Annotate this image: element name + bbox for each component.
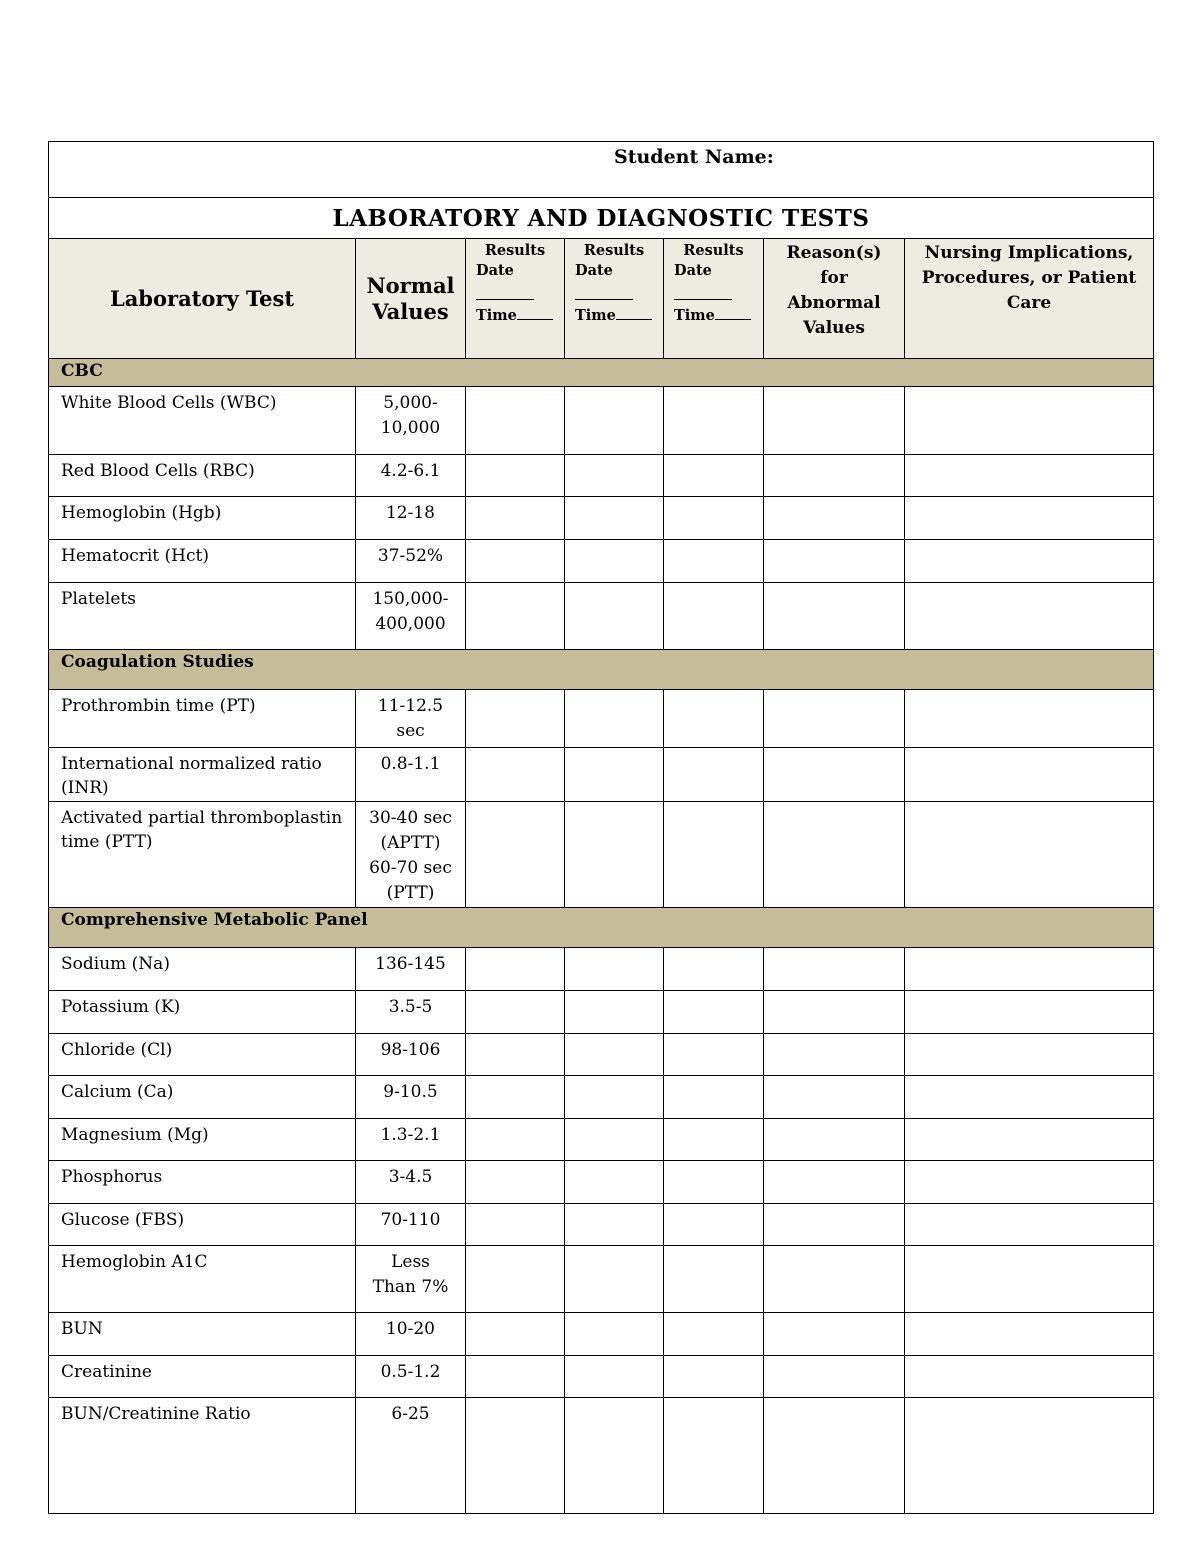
- result-2-cell[interactable]: [565, 497, 664, 540]
- result-3-cell[interactable]: [664, 1076, 764, 1119]
- table-row: [49, 1204, 1154, 1246]
- lab-test-name: Glucose (FBS): [49, 1204, 356, 1246]
- lab-test-name: Potassium (K): [49, 991, 356, 1034]
- table-row: [49, 540, 1154, 583]
- result-3-cell[interactable]: [664, 1246, 764, 1313]
- normal-value-line: 4.2-6.1: [380, 461, 441, 481]
- reason-cell[interactable]: [764, 1398, 905, 1514]
- col-header-lab-test: Laboratory Test: [49, 239, 356, 359]
- normal-value: [356, 748, 466, 802]
- result-3-cell[interactable]: [664, 1034, 764, 1076]
- lab-test-name: Chloride (Cl): [49, 1034, 356, 1076]
- nursing-cell[interactable]: [905, 1119, 1154, 1161]
- normal-value-line: 1.3-2.1: [380, 1125, 441, 1145]
- normal-value-line: 11-12.5: [377, 696, 444, 716]
- normal-value-line: 37-52%: [377, 546, 444, 566]
- col-header-results-1: Results Date Time: [466, 239, 565, 359]
- result-2-cell[interactable]: [565, 1034, 664, 1076]
- reason-cell[interactable]: [764, 1356, 905, 1398]
- result-2-cell[interactable]: [565, 748, 664, 802]
- result-3-cell[interactable]: [664, 540, 764, 583]
- table-row: [49, 948, 1154, 991]
- reason-cell[interactable]: [764, 455, 905, 497]
- normal-value-line: Than 7%: [372, 1277, 449, 1297]
- result-2-cell[interactable]: [565, 802, 664, 908]
- reason-cell[interactable]: [764, 690, 905, 748]
- reason-cell[interactable]: [764, 991, 905, 1034]
- reason-cell[interactable]: [764, 1313, 905, 1356]
- result-2-cell[interactable]: [565, 583, 664, 650]
- result-1-cell[interactable]: [466, 455, 565, 497]
- lab-test-name: Creatinine: [49, 1356, 356, 1398]
- result-2-cell[interactable]: [565, 387, 664, 455]
- student-name-label: Student Name:: [614, 146, 774, 168]
- normal-value-line: Less: [391, 1252, 430, 1272]
- normal-value: [356, 1313, 466, 1356]
- nursing-cell[interactable]: [905, 583, 1154, 650]
- reason-cell[interactable]: [764, 1034, 905, 1076]
- result-1-cell[interactable]: [466, 802, 565, 908]
- normal-value: [356, 1034, 466, 1076]
- section-title: CBC: [49, 359, 1154, 387]
- nursing-cell[interactable]: [905, 1398, 1154, 1514]
- result-1-cell[interactable]: [466, 1119, 565, 1161]
- result-1-cell[interactable]: [466, 583, 565, 650]
- result-1-cell[interactable]: [466, 1246, 565, 1313]
- normal-value-line: 12-18: [385, 503, 435, 523]
- normal-value-line: 60-70 sec: [369, 858, 452, 878]
- section-header-cmp: [49, 908, 1154, 948]
- result-2-cell[interactable]: [565, 1246, 664, 1313]
- lab-test-name: Sodium (Na): [49, 948, 356, 991]
- lab-test-name: Hematocrit (Hct): [49, 540, 356, 583]
- reason-cell[interactable]: [764, 540, 905, 583]
- table-row: [49, 1398, 1154, 1514]
- normal-value: [356, 497, 466, 540]
- lab-test-name: Magnesium (Mg): [49, 1119, 356, 1161]
- reason-cell[interactable]: [764, 1246, 905, 1313]
- result-2-cell[interactable]: [565, 1313, 664, 1356]
- result-3-cell[interactable]: [664, 1204, 764, 1246]
- result-3-cell[interactable]: [664, 948, 764, 991]
- col-header-reason: Reason(s) for Abnormal Values: [764, 239, 905, 359]
- normal-value-line: 0.5-1.2: [380, 1362, 441, 1382]
- table-row: [49, 387, 1154, 455]
- nursing-cell[interactable]: [905, 1076, 1154, 1119]
- result-3-cell[interactable]: [664, 497, 764, 540]
- normal-value: [356, 455, 466, 497]
- normal-value: [356, 583, 466, 650]
- nursing-cell[interactable]: [905, 540, 1154, 583]
- result-2-cell[interactable]: [565, 1161, 664, 1204]
- result-2-cell[interactable]: [565, 690, 664, 748]
- section-header-coag: [49, 650, 1154, 690]
- reason-cell[interactable]: [764, 1161, 905, 1204]
- table-row: [49, 1119, 1154, 1161]
- normal-value: [356, 1398, 466, 1514]
- normal-value: [356, 690, 466, 748]
- normal-value: [356, 1161, 466, 1204]
- nursing-cell[interactable]: [905, 748, 1154, 802]
- nursing-cell[interactable]: [905, 1313, 1154, 1356]
- lab-test-name: Activated partial thromboplastin time (PTT): [49, 802, 356, 908]
- normal-value-line: 3.5-5: [388, 997, 433, 1017]
- result-3-cell[interactable]: [664, 1356, 764, 1398]
- normal-value-line: 400,000: [375, 614, 446, 634]
- nursing-cell[interactable]: [905, 1034, 1154, 1076]
- result-1-cell[interactable]: [466, 748, 565, 802]
- normal-value-line: 5,000-: [383, 393, 438, 413]
- normal-value: [356, 1076, 466, 1119]
- normal-value-line: 0.8-1.1: [380, 754, 441, 774]
- result-1-cell[interactable]: [466, 1161, 565, 1204]
- table-row: [49, 1034, 1154, 1076]
- nursing-cell[interactable]: [905, 690, 1154, 748]
- result-1-cell[interactable]: [466, 690, 565, 748]
- table-row: [49, 748, 1154, 802]
- table-row: [49, 1076, 1154, 1119]
- section-header-cbc: [49, 359, 1154, 387]
- result-1-cell[interactable]: [466, 1076, 565, 1119]
- normal-value-line: 3-4.5: [388, 1167, 433, 1187]
- normal-value: [356, 991, 466, 1034]
- result-2-cell[interactable]: [565, 1204, 664, 1246]
- normal-value-line: 30-40 sec: [369, 808, 452, 828]
- normal-value-line: 10,000: [380, 418, 441, 438]
- normal-value-line: 98-106: [380, 1040, 441, 1060]
- result-2-cell[interactable]: [565, 991, 664, 1034]
- reason-cell[interactable]: [764, 1076, 905, 1119]
- result-2-cell[interactable]: [565, 1356, 664, 1398]
- table-row: [49, 1356, 1154, 1398]
- result-2-cell[interactable]: [565, 1398, 664, 1514]
- nursing-cell[interactable]: [905, 387, 1154, 455]
- reason-cell[interactable]: [764, 583, 905, 650]
- normal-value: [356, 802, 466, 908]
- normal-value: [356, 1204, 466, 1246]
- nursing-cell[interactable]: [905, 991, 1154, 1034]
- normal-value-line: 150,000-: [372, 589, 449, 609]
- result-1-cell[interactable]: [466, 948, 565, 991]
- result-3-cell[interactable]: [664, 802, 764, 908]
- lab-test-name: Phosphorus: [49, 1161, 356, 1204]
- nursing-cell[interactable]: [905, 455, 1154, 497]
- normal-value-line: (PTT): [386, 883, 435, 903]
- normal-value: [356, 1356, 466, 1398]
- result-1-cell[interactable]: [466, 387, 565, 455]
- table-row: [49, 802, 1154, 908]
- normal-value-line: (APTT): [380, 833, 441, 853]
- normal-value-line: 9-10.5: [383, 1082, 438, 1102]
- result-1-cell[interactable]: [466, 540, 565, 583]
- nursing-cell[interactable]: [905, 1356, 1154, 1398]
- lab-test-name: Prothrombin time (PT): [49, 690, 356, 748]
- nursing-cell[interactable]: [905, 948, 1154, 991]
- table-row: [49, 497, 1154, 540]
- result-3-cell[interactable]: [664, 455, 764, 497]
- student-name-cell[interactable]: [49, 142, 1154, 198]
- reason-cell[interactable]: [764, 802, 905, 908]
- normal-value-line: 10-20: [385, 1319, 435, 1339]
- result-3-cell[interactable]: [664, 991, 764, 1034]
- lab-test-name: White Blood Cells (WBC): [49, 387, 356, 455]
- lab-test-name: Hemoglobin (Hgb): [49, 497, 356, 540]
- normal-value: [356, 1246, 466, 1313]
- nursing-cell[interactable]: [905, 1246, 1154, 1313]
- result-1-cell[interactable]: [466, 1204, 565, 1246]
- result-3-cell[interactable]: [664, 690, 764, 748]
- nursing-cell[interactable]: [905, 1204, 1154, 1246]
- lab-test-name: International normalized ratio (INR): [49, 748, 356, 802]
- table-row: [49, 583, 1154, 650]
- result-3-cell[interactable]: [664, 583, 764, 650]
- reason-cell[interactable]: [764, 497, 905, 540]
- result-3-cell[interactable]: [664, 1119, 764, 1161]
- result-1-cell[interactable]: [466, 1034, 565, 1076]
- col-header-normal-values: Normal Values: [356, 239, 466, 359]
- section-title: Comprehensive Metabolic Panel: [49, 908, 1154, 948]
- result-2-cell[interactable]: [565, 455, 664, 497]
- lab-test-name: Red Blood Cells (RBC): [49, 455, 356, 497]
- reason-cell[interactable]: [764, 748, 905, 802]
- normal-value-line: 70-110: [380, 1210, 441, 1230]
- nursing-cell[interactable]: [905, 1161, 1154, 1204]
- table-row: [49, 1246, 1154, 1313]
- result-3-cell[interactable]: [664, 1398, 764, 1514]
- nursing-cell[interactable]: [905, 497, 1154, 540]
- col-header-results-2: Results Date Time: [565, 239, 664, 359]
- page-title: LABORATORY AND DIAGNOSTIC TESTS: [49, 198, 1154, 239]
- result-3-cell[interactable]: [664, 387, 764, 455]
- result-1-cell[interactable]: [466, 1398, 565, 1514]
- table-row: [49, 1313, 1154, 1356]
- normal-value-line: sec: [396, 721, 425, 741]
- lab-test-name: Calcium (Ca): [49, 1076, 356, 1119]
- result-3-cell[interactable]: [664, 1161, 764, 1204]
- section-title: Coagulation Studies: [49, 650, 1154, 690]
- lab-test-name: BUN: [49, 1313, 356, 1356]
- nursing-cell[interactable]: [905, 802, 1154, 908]
- lab-test-name: Platelets: [49, 583, 356, 650]
- table-row: [49, 455, 1154, 497]
- lab-test-name: Hemoglobin A1C: [49, 1246, 356, 1313]
- table-row: [49, 991, 1154, 1034]
- table-row: [49, 1161, 1154, 1204]
- normal-value: [356, 387, 466, 455]
- result-2-cell[interactable]: [565, 1076, 664, 1119]
- result-2-cell[interactable]: [565, 948, 664, 991]
- reason-cell[interactable]: [764, 1204, 905, 1246]
- reason-cell[interactable]: [764, 1119, 905, 1161]
- result-1-cell[interactable]: [466, 1356, 565, 1398]
- normal-value: [356, 948, 466, 991]
- result-2-cell[interactable]: [565, 540, 664, 583]
- result-1-cell[interactable]: [466, 1313, 565, 1356]
- result-3-cell[interactable]: [664, 748, 764, 802]
- lab-test-name: BUN/Creatinine Ratio: [49, 1398, 356, 1514]
- reason-cell[interactable]: [764, 948, 905, 991]
- col-header-nursing: Nursing Implications, Procedures, or Patient Care: [905, 239, 1154, 359]
- normal-value: [356, 1119, 466, 1161]
- result-3-cell[interactable]: [664, 1313, 764, 1356]
- table-row: [49, 690, 1154, 748]
- reason-cell[interactable]: [764, 387, 905, 455]
- normal-value: [356, 540, 466, 583]
- lab-tests-table: [48, 141, 1154, 1514]
- normal-value-line: 6-25: [391, 1404, 430, 1424]
- result-1-cell[interactable]: [466, 497, 565, 540]
- normal-value-line: 136-145: [375, 954, 446, 974]
- result-1-cell[interactable]: [466, 991, 565, 1034]
- col-header-results-3: Results Date Time: [664, 239, 764, 359]
- result-2-cell[interactable]: [565, 1119, 664, 1161]
